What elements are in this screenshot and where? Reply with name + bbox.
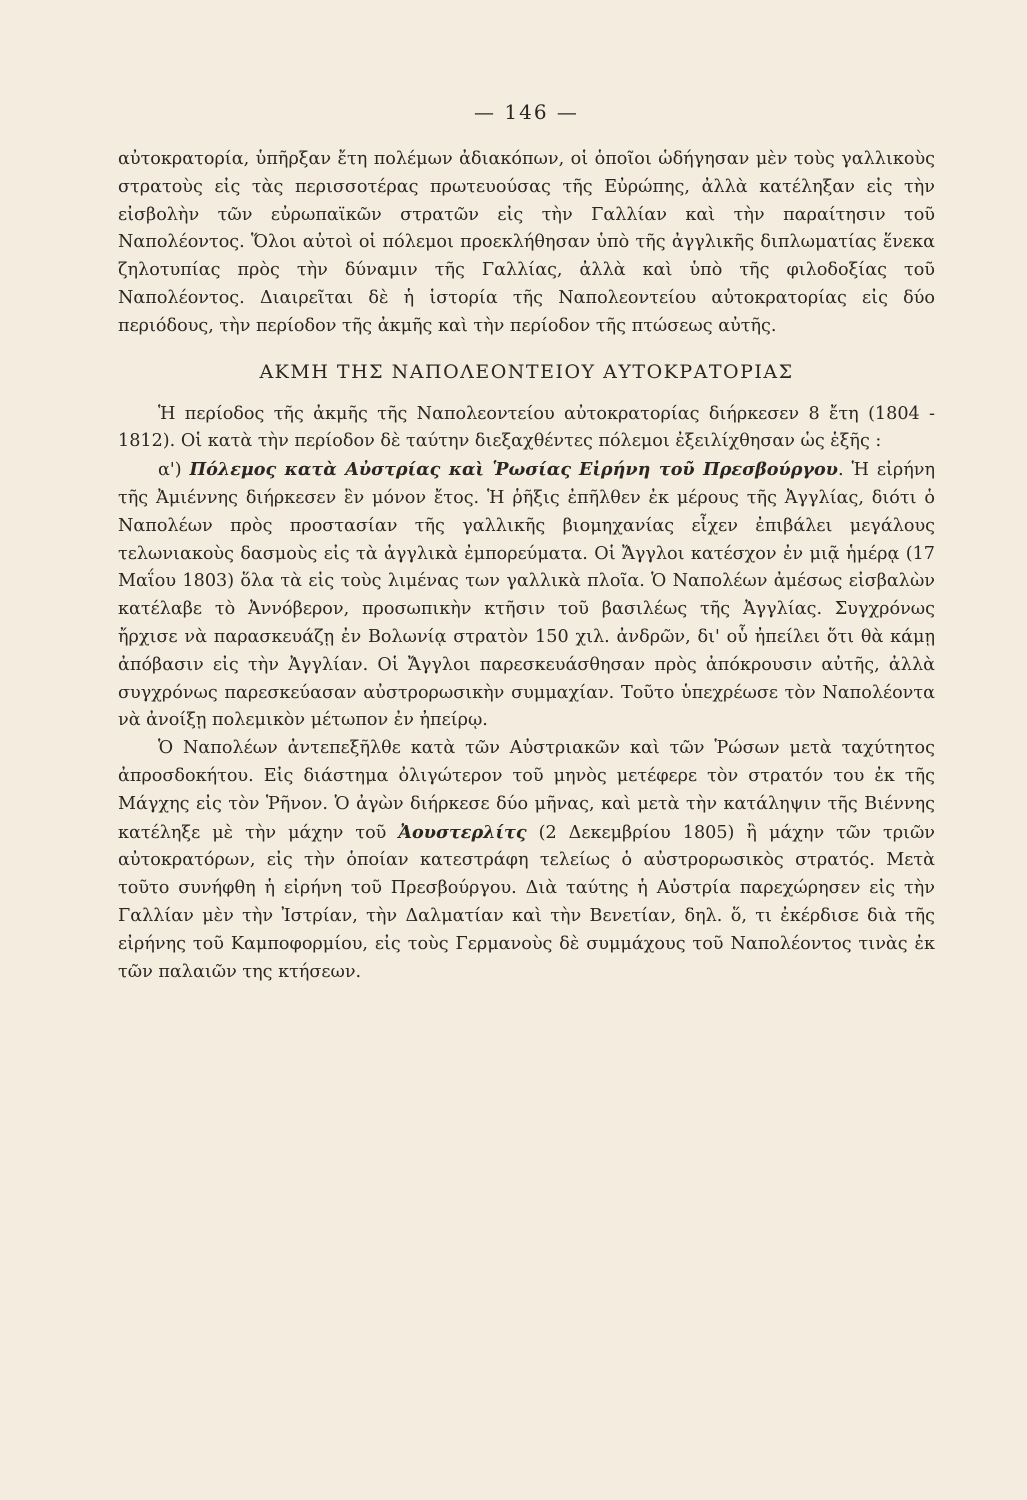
war-a-paragraph (118, 456, 935, 735)
battle-text-before: Ὁ Ναπολέων ἀντεπεξῆλθε κατὰ τῶν Αὐστριακῶν καὶ τῶν Ῥώσων μετὰ ταχύτητος ἀπροσδοκήτου. Εἰς διάστημα ὀλιγώτερον τοῦ μηνὸς μετέφερε τὸν στρατόν του ἐκ τῆς Μάγχης εἰς τὸν Ῥῆνον. Ὁ ἀγὼν διήρκεσε δύο μῆνας, καὶ μετὰ τὴν κατάληψιν τῆς Βιέννης κατέληξε μὲ τὴν μάχην τοῦ (118, 738, 935, 843)
war-a-body: . Ἡ εἰρήνη τῆς Ἀμιέννης διήρκεσεν ἓν μόνον ἔτος. Ἡ ῥῆξις ἐπῆλθεν ἐκ μέρους τῆς Ἀγγλίας, διότι ὁ Ναπολέων πρὸς προστασίαν τῆς γαλλικῆς βιομηχανίας εἶχεν ἐπιβάλει μεγάλους τελωνιακοὺς δασμοὺς εἰς τὰ ἀγγλικὰ ἐμπορεύματα. Οἱ Ἄγγλοι κατέσχον ἐν μιᾷ ἡμέρᾳ (17 Μαΐου 1803) ὅλα τὰ εἰς τοὺς λιμένας των γαλλικὰ πλοῖα. Ὁ Ναπολέων ἀμέσως εἰσβαλὼν κατέλαβε τὸ Ἀννόβερον, προσωπικὴν κτῆσιν τοῦ βασιλέως τῆς Ἀγγλίας. Συγχρόνως ἤρχισε νὰ παρασκευάζῃ ἐν Βολωνίᾳ στρατὸν 150 χιλ. ἀνδρῶν, δι' οὗ ἠπείλει ὅτι θὰ κάμῃ ἀπόβασιν εἰς τὴν Ἀγγλίαν. Οἱ Ἄγγλοι παρεσκευάσθησαν πρὸς ἀπόκρουσιν αὐτῆς, ἀλλὰ συγχρόνως παρεσκεύασαν αὐστρορωσικὴν συμμαχίαν. Τοῦτο ὑπεχρέωσε τὸν Ναπολέοντα νὰ ἀνοίξῃ πολεμικὸν μέτωπον ἐν ἠπείρῳ. (118, 460, 935, 731)
page-number: — 146 — (474, 100, 579, 124)
period-paragraph: Ἡ περίοδος τῆς ἀκμῆς τῆς Ναπολεοντείου αὐτοκρατορίας διήρκεσεν 8 ἔτη (1804 - 1812). Οἱ κατὰ τὴν περίοδον δὲ ταύτην διεξαχθέντες πόλεμοι ἐξειλίχθησαν ὡς ἑξῆς : (118, 403, 935, 452)
intro-paragraph: αὐτοκρατορία, ὑπῆρξαν ἔτη πολέμων ἀδιακόπων, οἱ ὁποῖοι ὡδήγησαν μὲν τοὺς γαλλικοὺς στρατοὺς εἰς τὰς περισσοτέρας πρωτευούσας τῆς Εὐρώπης, ἀλλὰ κατέληξαν εἰς τὴν εἰσβολὴν τῶν εὐρωπαϊκῶν στρατῶν εἰς τὴν Γαλλίαν καὶ τὴν παραίτησιν τοῦ Ναπολέοντος. Ὅλοι αὐτοὶ οἱ πόλεμοι προεκλήθησαν ὑπὸ τῆς ἀγγλικῆς διπλωματίας ἕνεκα ζηλοτυπίας πρὸς τὴν δύναμιν τῆς Γαλλίας, ἀλλὰ καὶ ὑπὸ τῆς φιλοδοξίας τοῦ Ναπολέοντος. Διαιρεῖται δὲ ἡ ἱστορία τῆς Ναπολεοντείου αὐτοκρατορίας εἰς δύο περιόδους, τὴν περίοδον τῆς ἀκμῆς καὶ τὴν περίοδον τῆς πτώσεως αὐτῆς. (118, 149, 935, 336)
battle-paragraph (118, 735, 935, 986)
battle-text-after: (2 Δεκεμβρίου 1805) ἢ μάχην τῶν τριῶν αὐτοκρατόρων, εἰς τὴν ὁποίαν κατεστράφη τελείως ὁ αὐστρορωσικὸς στρατός. Μετὰ τοῦτο συνήφθη ἡ εἰρήνη τοῦ Πρεσβούργου. Διὰ ταύτης ἡ Αὐστρία παρεχώρησεν εἰς τὴν Γαλλίαν μὲν τὴν Ἰστρίαν, τὴν Δαλματίαν καὶ τὴν Βενετίαν, δηλ. ὅ, τι ἐκέρδισε διὰ τῆς εἰρήνης τοῦ Καμποφορμίου, εἰς τοὺς Γερμανοὺς δὲ συμμάχους τοῦ Ναπολέοντος τινὰς ἐκ τῶν παλαιῶν της κτήσεων. (118, 822, 935, 982)
battle-name-austerlitz: Ἀουστερλίτς (398, 821, 527, 843)
war-a-title: Πόλεμος κατὰ Αὐστρίας καὶ Ῥωσίας (189, 459, 572, 481)
war-a-separator (571, 460, 579, 480)
war-a-peace-title: Εἰρήνη τοῦ Πρεσβούργου (578, 459, 838, 481)
war-a-prefix: α') (158, 460, 190, 481)
section-heading: ΑΚΜΗ ΤΗΣ ΝΑΠΟΛΕΟΝΤΕΙΟΥ ΑΥΤΟΚΡΑΤΟΡΙΑΣ (259, 360, 794, 383)
